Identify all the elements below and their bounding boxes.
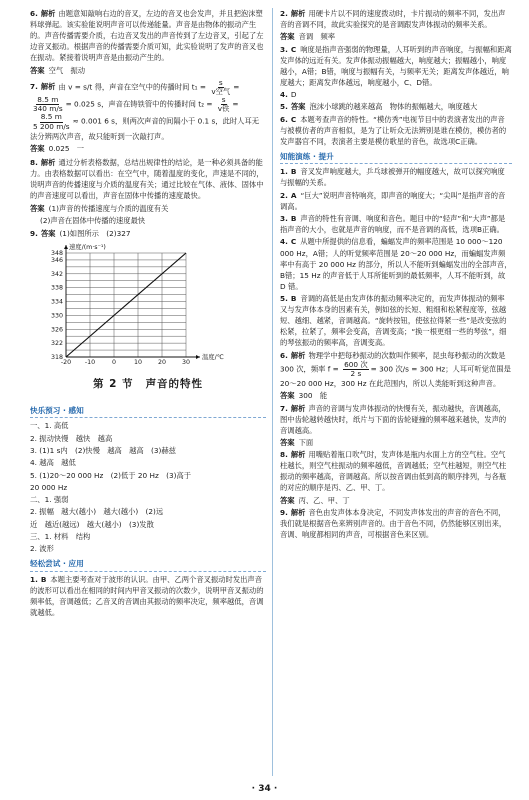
y-tick-label: 346: [50, 256, 63, 264]
band-preview: 快乐预习 · 感知: [30, 405, 266, 419]
preview-item: 2. 波形: [30, 544, 54, 554]
preview-item: 3. (1)1 s内 (2)快慢 越高 越高 (3)赫兹: [30, 445, 176, 455]
r8: 8. 解析 用嘴贴着瓶口吹气时，发声体是瓶内水面上方的空气柱。空气柱越长，则空气柱振动的频率越低，音调越低；空气柱越短，则空气柱振动的频率越高，音调越高。所以按音调由低到高的顺序排列，与各瓶的对应的顺序是丙、乙、甲、丁。: [280, 450, 507, 493]
q8-left: 8. 解析 通过分析表格数据，总结出规律性的结论，是一种必须具备的能力。由表格数据可以看出：在空气中，随着温度的变化，声速是不同的，说明声音的传播速度与介质的温度有关；通过比较在气体、液体、固体中的声音速度可以看出，声音在固体中传播的速度最快。: [30, 158, 264, 201]
q3-right: 3. C 响度是指声音强弱的物理量，人耳听到的声音响度，与振幅和距离发声体的远近有关。发声体振动振幅越大，响度越大；振幅越小，响度越小，A错；B错，响度与振幅有关，与频率无关；距离发声体越近，响度越大；距离发声体越远，响度越小，C、D错。: [280, 44, 512, 87]
preview-item: 2. 振动快慢 越快 越高: [30, 433, 113, 443]
r7: 7. 解析 声音的音调与发声体振动的快慢有关，振动越快，音调越高，图中齿轮越转越快时，纸片与下面的齿轮碰撞的频率越来越快，发声的音调越高。: [280, 403, 507, 435]
q7-left: 7. 解析 由 v = s/t 得，声音在空气中的传播时间 t₁ = $\frac{s}{\text{v空气}}$ = $\frac{8.5 m}{340 m/s}$ = 0.025 s，声音在铸铁管中的传播时间 t₂ = $\frac{s}{\text{v铁}}$ = $\frac{8.5 m}{5 200 m/s}$ ≈ 0.001 6 s，则两次声音的间隔小于 0.1 s，此时人耳无法分辨两次声音，故只能听到一次敲打声。: [30, 77, 260, 141]
q8-left-answer-2: (2)声音在固体中传播的速度最快: [40, 215, 146, 225]
page-number: · 34 ·: [251, 784, 278, 794]
fraction: $\frac{\text{600 次}}{2 s}$: [344, 359, 368, 378]
section-title: 第 2 节 声音的特性: [92, 377, 204, 390]
preview-item: 4. 越高 越低: [30, 458, 76, 468]
q2-right-answer: 答案 音调 频率: [280, 32, 336, 42]
y-tick-label: 326: [50, 326, 63, 334]
r8-answer: 答案 丙、乙、甲、丁: [280, 495, 350, 505]
q2-right: 2. 解析 用硬卡片以不同的速度拨动时，卡片振动的频率不同，发出声音的音调不同，故此实验探究的是音调跟发声体振动的频率关系。: [280, 9, 506, 30]
y-tick-label: 348: [50, 249, 63, 257]
q4-right: 4. D: [280, 90, 297, 100]
app-q1: 1. B 本题主要考查对于波形的认识。由甲、乙两个音叉振动时发出声音的波形可以看出在相同的时间内甲音叉振动的次数少，说明甲音叉振动的频率低，音调越低；乙音叉的音调由其振动的频率决定，频率越低，音调就越低。: [30, 574, 264, 617]
x-tick-label: 20: [157, 358, 167, 366]
preview-item: 一、1. 高低: [30, 421, 69, 431]
preview-item: 5. (1)20～20 000 Hz (2)低于 20 Hz (3)高于: [30, 470, 192, 480]
fraction: $\frac{8.5 m}{5 200 m/s}$: [33, 112, 70, 131]
left-column: [30, 8, 266, 778]
column-divider: [272, 8, 273, 776]
fraction: $\frac{8.5 m}{340 m/s}$: [33, 95, 63, 114]
preview-item: 20 000 Hz: [30, 482, 68, 492]
r4: 4. C 从题中所提供的信息看，蝙蝠发声的频率范围是 10 000～120 000 Hz，A错；人的听觉频率范围是 20～20 000 Hz，而蝙蝠发声频率中有高于 20 000 Hz 的部分，所以人不能听到蝙蝠发出的全部声音，B错；15 Hz 的声音低于人耳所能听到的最低频率，人耳不能听到，故 D 错。: [280, 237, 512, 291]
r9: 9. 解析 音色由发声体本身决定，不同发声体发出的声音的音色不同，我们就是根据音色来辨别声音的。由于音色不同，仍然能够区别出来，音调、响度都相同的声音，可根据音色来区别。: [280, 508, 507, 540]
r1: 1. B 音叉发声响度越大，乒乓球被弹开的幅度越大，故可以探究响度与振幅的关系。: [280, 167, 505, 188]
right-column: [280, 8, 512, 778]
band-practice: 知能演练 · 提升: [280, 151, 512, 165]
preview-item: 2. 振幅 越大(越小) 越大(越小) (2)远: [30, 507, 164, 517]
x-tick-label: 10: [133, 358, 143, 366]
q6-left-answer: 答案 空气 振动: [30, 65, 86, 75]
speed-temperature-chart: [36, 241, 256, 367]
q6-left: 6. 解析 由题意知敲响右边的音叉，左边的音叉也会发声，并且把泡沫塑料球弹起。该实验能说明声音可以传递能量。声音是由物体的振动产生的。声音传播需要介质，右边音叉发出的声音传到了左边音叉，引起了左边音叉振动。根据声音的传播需要介质可知，此实验说明了发声的音叉也在振动。紧接着说明声音是由振动产生的。: [30, 9, 264, 63]
y-tick-label: 330: [50, 312, 63, 320]
x-axis-arrow: [196, 355, 200, 359]
preview-item: 三、1. 材料 结构: [30, 531, 91, 541]
y-tick-label: 342: [50, 270, 63, 278]
y-axis-label: 速度/(m·s⁻¹): [69, 243, 106, 251]
preview-item: 近 越近(越远) 越大(越小) (3)发散: [30, 519, 154, 529]
r7-answer: 答案 下面: [280, 437, 314, 447]
r6-answer: 答案 300 能: [280, 391, 328, 401]
q6-right: 6. C 本题考查声音的特性。“模仿秀”电视节目中的表演者发出的声音与被模仿者的声音相似，是为了让听众无法辨别是谁在模仿，模仿者的发声器官不同，表演者主要是模仿歌星的音色，故选项C正确。: [280, 114, 507, 146]
series-line: [66, 253, 186, 357]
y-tick-label: 334: [50, 298, 63, 306]
x-tick-label: -20: [60, 358, 72, 366]
x-tick-label: 30: [181, 358, 191, 366]
r5: 5. B 音调的高低是由发声体的振动频率决定的，而发声体振动的频率又与发声体本身的因素有关，例如弦的长短、粗细和松紧程度等，弦越短、越细、越紧，音调越高。“旋转按钮，使弦拉得紧一些”是改变弦的松紧，拉紧了，频率会变高，音调变高；“换一根更细一些的琴弦”，细的琴弦振动的频率高，音调变高。: [280, 294, 507, 348]
q8-left-answer: 答案 (1)声音的传播速度与介质的温度有关: [30, 203, 169, 213]
x-axis-label: 温度/℃: [202, 353, 224, 361]
q5-right: 5. 答案 泡沫小球跳的越来越高 物体的振幅越大，响度越大: [280, 102, 478, 112]
y-tick-label: 322: [50, 340, 63, 348]
r3: 3. B 声音的特性有音调、响度和音色。题目中的“轻声”和“大声”都是指声音的大小，也就是声音的响度，而不是音调的高低，选项B正确。: [280, 214, 506, 235]
y-tick-label: 338: [50, 284, 63, 292]
x-tick-label: -10: [84, 358, 96, 366]
fraction: $\frac{s}{\text{v铁}}$: [217, 95, 230, 114]
r6: 6. 解析 物理学中把每秒振动的次数叫作频率，昆虫每秒振动的次数是 300 次，频率 f = $\frac{\text{600 次}}{2 s}$ = 300 次/s = 300 Hz；人耳可听觉范围是 20～20 000 Hz，300 Hz 在此范围内，所以人类能听到这种声音。: [280, 350, 511, 389]
preview-item: 二、1. 强弱: [30, 495, 69, 505]
y-tick-label: 318: [50, 353, 63, 361]
fraction: $\frac{s}{\text{v空气}}$: [211, 77, 231, 96]
q7-left-answer: 答案 0.025 一: [30, 143, 85, 153]
r2: 2. A “巨大”说明声音特响亮，即声音的响度大；“尖叫”是指声音的音调高。: [280, 190, 506, 211]
y-axis-arrow: [64, 245, 68, 249]
q9-left: 9. 答案 (1)如图所示 (2)327: [30, 228, 131, 238]
x-tick-label: 0: [111, 358, 117, 366]
band-application: 轻松尝试 · 应用: [30, 558, 266, 572]
preview-list: [30, 420, 266, 554]
chart-svg: [36, 241, 256, 367]
